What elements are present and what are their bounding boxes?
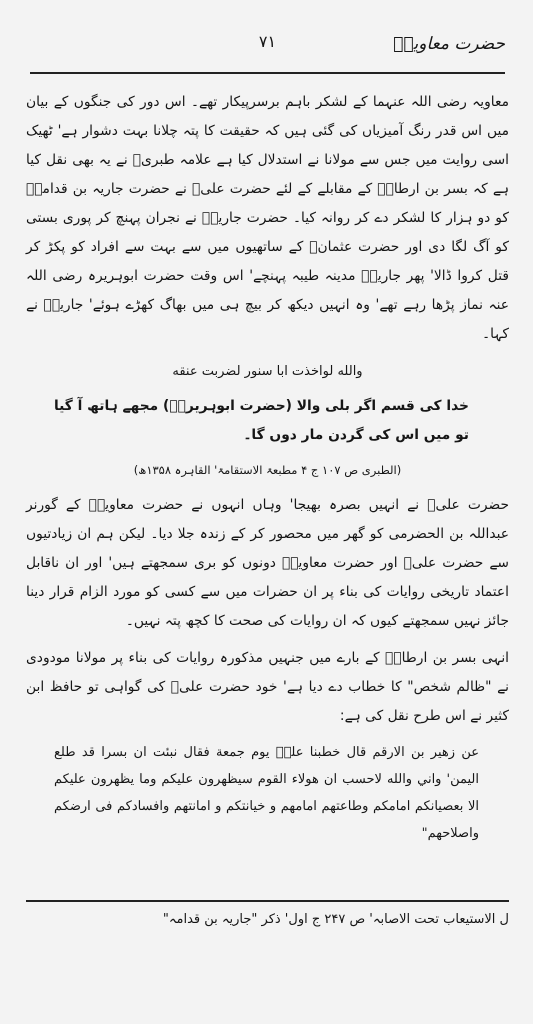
paragraph-1: معاویہ رضی اللہ عنہما کے لشکر باہم برسرپیکار تھے۔ اس دور کی جنگوں کے بیان میں اس قدر رنگ آمیزیاں کی گئی ہیں کہ حقیقت کا پتہ چلانا بہت دشوار ہے' ٹھیک اسی روایت میں جس سے مولانا نے استدلال کیا ہے علامہ طبریؒ نے یہ بھی نقل کیا ہے کہ بسر بن ارطاۃؓ کے مقابلے کے لئے حضرت علیؓ نے حضرت جاریہ بن قدامہؓ کو دو ہزار کا لشکر دے کر روانہ کیا۔ حضرت جاریہؓ نے نجران پہنچ کر پوری بستی کو آگ لگا دی اور حضرت عثمانؓ کے ساتھیوں میں سے بہت سے افراد کو پکڑ کر قتل کروا ڈالا' پھر جاریہؓ مدینہ طیبہ پہنچے' اس وقت حضرت ابوہریرہ رضی اللہ عنہ نماز پڑھا رہے تھے' وہ انہیں دیکھ کر بیچ ہی میں بھاگ کھڑے ہوئے' جاریہؓ نے کہا۔ (26, 94, 509, 342)
citation: (الطبری ص ۱۰۷ ج ۴ مطبعۃ الاستقامۃ' القاہرہ ۱۳۵۸ھ) (133, 463, 402, 477)
paragraph-2: حضرت علیؓ نے انہیں بصرہ بھیجا' وہاں انہوں نے حضرت معاویہؓ کے گورنر عبداللہ بن الحضرمی کو گھر میں محصور کر کے زندہ جلا دیا۔ لیکن ہم ان زیادتیوں سے حضرت علیؓ اور حضرت معاویہؓ دونوں کو بری سمجھتے ہیں' اور ان ناقابل اعتماد تاریخی روایات کی بناء پر ان حضرات میں سے کسی کو مورد الزام قرار دینا جائز نہیں سمجھتے کیوں کہ ان روایات کی صحت کا کچھ پتہ نہیں۔ (26, 497, 509, 629)
arabic-quote: والله لواخذت ابا سنور لضربت عنقه (172, 364, 363, 379)
quote-translation: خدا کی قسم اگر بلی والا (حضرت ابوہریرہؓ) مجھے ہاتھ آ گیا تو میں اس کی گردن مار دوں گا۔ (53, 398, 469, 443)
paragraph-3: انہی بسر بن ارطاۃؓ کے بارے میں جنہیں مذکورہ روایات کی بناء پر مولانا مودودی نے "ظالم شخص" کا خطاب دے دیا ہے' خود حضرت علیؓ کی گواہی تو حافظ ابن کثیر نے اس طرح نقل کی ہے: (26, 650, 509, 724)
page-header (30, 30, 505, 64)
footnote-rule (26, 900, 509, 902)
arabic-block-quote: عن زهير بن الارقم قال خطبنا عليؓ يوم جمعة فقال نبئت ان بسرا قد طلع اليمن' واني والله لاحسب ان هولاء القوم سيظهرون عليكم وما يظهرون عليكم الا بعصيانكم امامكم وطاعتهم امامهم و خيانتكم و امانتهم وافسادكم فى ارضكم واصلاحهم" (54, 745, 479, 841)
body-text (26, 88, 509, 847)
header-rule (30, 72, 505, 74)
footnote: ل الاستیعاب تحت الاصابہ' ص ۲۴۷ ج اول' ذکر "جاریہ بن قدامہ" (162, 912, 509, 927)
page-number: ۷۱ (258, 32, 277, 51)
running-head: حضرت معاویہؓ (393, 34, 505, 54)
